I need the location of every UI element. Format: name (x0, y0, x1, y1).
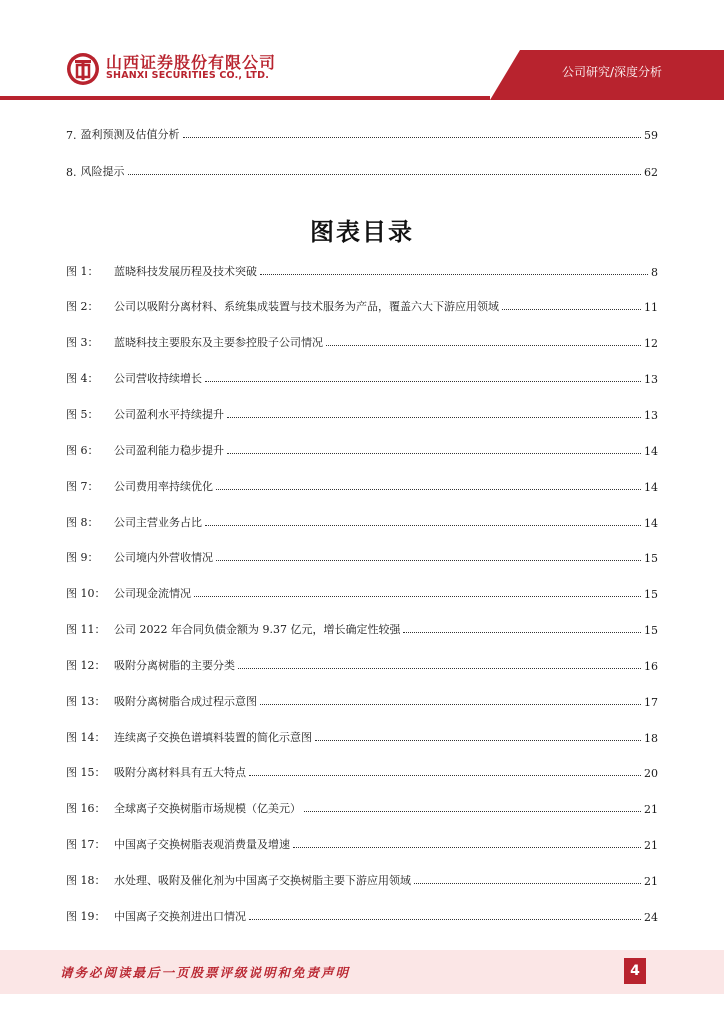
figure-entry-label: 蓝晓科技主要股东及主要参控股子公司情况 (114, 336, 323, 349)
figure-entry-number: 图 3： (66, 336, 99, 349)
figure-entry-page: 17 (644, 696, 658, 709)
figure-entry-number: 图 13： (66, 695, 106, 708)
figure-leader-dots (227, 452, 641, 454)
figure-entry-page: 14 (644, 481, 658, 494)
figure-leader-dots (403, 631, 641, 633)
figure-entry[interactable] (66, 296, 658, 314)
figure-entry-label: 公司盈利水平持续提升 (114, 408, 224, 421)
figure-entry-number: 图 5： (66, 408, 99, 421)
figure-entry-number: 图 10： (66, 587, 106, 600)
figure-entry-page: 21 (644, 803, 658, 816)
figure-entry-number: 图 17： (66, 838, 106, 851)
toc-entry-number: 8. (66, 166, 77, 179)
figure-entry-label: 公司费用率持续优化 (114, 480, 213, 493)
figure-entry[interactable] (66, 798, 658, 816)
figure-leader-dots (205, 380, 641, 382)
figure-leader-dots (205, 524, 641, 526)
figure-entry[interactable] (66, 583, 658, 601)
figure-entry-page: 13 (644, 409, 658, 422)
figure-entry-label: 吸附分离树脂的主要分类 (114, 659, 235, 672)
figure-leader-dots (260, 703, 641, 705)
figure-leader-dots (260, 273, 648, 275)
company-name-cn: 山西证券股份有限公司 (106, 53, 277, 72)
toc-entry-number: 7. (66, 129, 77, 142)
figure-entry-page: 8 (651, 266, 658, 279)
toc-entry-label: 盈利预测及估值分析 (80, 128, 180, 141)
figure-leader-dots (293, 846, 641, 848)
figure-entry-number: 图 15： (66, 766, 106, 779)
figure-entry[interactable] (66, 727, 658, 745)
figure-entry[interactable] (66, 834, 658, 852)
figure-entry[interactable] (66, 619, 658, 637)
figure-leader-dots (194, 595, 641, 597)
figure-entry[interactable] (66, 368, 658, 386)
figure-entry-label: 吸附分离树脂合成过程示意图 (114, 695, 257, 708)
figure-entry-page: 21 (644, 875, 658, 888)
figure-entry-number: 图 1： (66, 265, 99, 278)
figure-entry-page: 14 (644, 445, 658, 458)
figure-leader-dots (326, 344, 641, 346)
disclaimer-text[interactable]: 请务必阅读最后一页股票评级说明和免责声明 (60, 965, 351, 980)
figure-entry-label: 中国离子交换剂进出口情况 (114, 910, 246, 923)
figure-list-title: 图表目录 (310, 217, 414, 246)
figure-entry-label: 公司境内外营收情况 (114, 551, 213, 564)
figure-entry[interactable] (66, 547, 658, 565)
figure-entry-number: 图 6： (66, 444, 99, 457)
figure-entry-page: 18 (644, 732, 658, 745)
figure-entry[interactable] (66, 691, 658, 709)
figure-entry-number: 图 4： (66, 372, 99, 385)
figure-entry-number: 图 14： (66, 731, 106, 744)
figure-entry-page: 11 (644, 301, 658, 314)
figure-entry-page: 12 (644, 337, 658, 350)
figure-leader-dots (238, 667, 641, 669)
figure-entry[interactable] (66, 762, 658, 780)
figure-entry-label: 连续离子交换色谱填料装置的简化示意图 (114, 731, 312, 744)
toc-leader-dots (128, 173, 642, 175)
toc-entry-label: 风险提示 (80, 165, 125, 178)
figure-entry-number: 图 9： (66, 551, 99, 564)
figure-leader-dots (414, 882, 641, 884)
figure-entry-label: 公司营收持续增长 (114, 372, 202, 385)
figure-leader-dots (502, 308, 641, 310)
figure-entry-number: 图 18： (66, 874, 106, 887)
figure-leader-dots (216, 488, 641, 490)
figure-entry-page: 21 (644, 839, 658, 852)
figure-entry-page: 20 (644, 767, 658, 780)
figure-entry[interactable] (66, 261, 658, 279)
toc-entry[interactable] (66, 124, 658, 142)
figure-entry-label: 公司盈利能力稳步提升 (114, 444, 224, 457)
figure-entry-label: 全球离子交换树脂市场规模（亿美元） (114, 802, 301, 815)
figure-leader-dots (249, 774, 641, 776)
figure-entry-number: 图 7： (66, 480, 99, 493)
figure-entry-label: 吸附分离材料具有五大特点 (114, 766, 246, 779)
toc-entry-page: 59 (644, 129, 658, 142)
figure-entry-page: 14 (644, 517, 658, 530)
figure-entry[interactable] (66, 404, 658, 422)
figure-entry-label: 公司 2022 年合同负债金额为 9.37 亿元，增长确定性较强 (114, 623, 401, 636)
toc-entry[interactable] (66, 161, 658, 179)
figure-entry[interactable] (66, 440, 658, 458)
report-section-label: 公司研究/深度分析 (561, 65, 662, 79)
figure-leader-dots (304, 810, 641, 812)
figure-entry-label: 公司以吸附分离材料、系统集成装置与技术服务为产品，覆盖六大下游应用领域 (114, 300, 499, 313)
figure-leader-dots (315, 739, 641, 741)
figure-entry[interactable] (66, 655, 658, 673)
figure-entry-page: 15 (644, 552, 658, 565)
figure-leader-dots (216, 559, 641, 561)
figure-leader-dots (249, 918, 641, 920)
figure-entry-number: 图 2： (66, 300, 99, 313)
figure-entry-page: 15 (644, 588, 658, 601)
figure-entry-label: 水处理、吸附及催化剂为中国离子交换树脂主要下游应用领域 (114, 874, 411, 887)
figure-entry-label: 公司主营业务占比 (114, 516, 202, 529)
figure-entry[interactable] (66, 476, 658, 494)
figure-entry[interactable] (66, 906, 658, 924)
figure-entry-page: 15 (644, 624, 658, 637)
figure-leader-dots (227, 416, 641, 418)
figure-entry-number: 图 19： (66, 910, 106, 923)
figure-entry-number: 图 11： (66, 623, 106, 636)
figure-entry-page: 16 (644, 660, 658, 673)
figure-entry-label: 蓝晓科技发展历程及技术突破 (114, 265, 257, 278)
figure-entry[interactable] (66, 870, 658, 888)
page-number: 4 (624, 958, 646, 984)
company-logo-icon (66, 52, 100, 86)
figure-entry-page: 13 (644, 373, 658, 386)
figure-entry[interactable] (66, 332, 658, 350)
page-header (0, 0, 724, 100)
figure-entry-label: 中国离子交换树脂表观消费量及增速 (114, 838, 290, 851)
figure-entry-number: 图 16： (66, 802, 106, 815)
figure-entry-label: 公司现金流情况 (114, 587, 191, 600)
toc-entry-page: 62 (644, 166, 658, 179)
figure-entry-number: 图 12： (66, 659, 106, 672)
toc-leader-dots (183, 136, 642, 138)
figure-entry-number: 图 8： (66, 516, 99, 529)
figure-entry[interactable] (66, 512, 658, 530)
figure-entry-page: 24 (644, 911, 658, 924)
company-name-en: SHANXI SECURITIES CO., LTD. (106, 70, 270, 81)
